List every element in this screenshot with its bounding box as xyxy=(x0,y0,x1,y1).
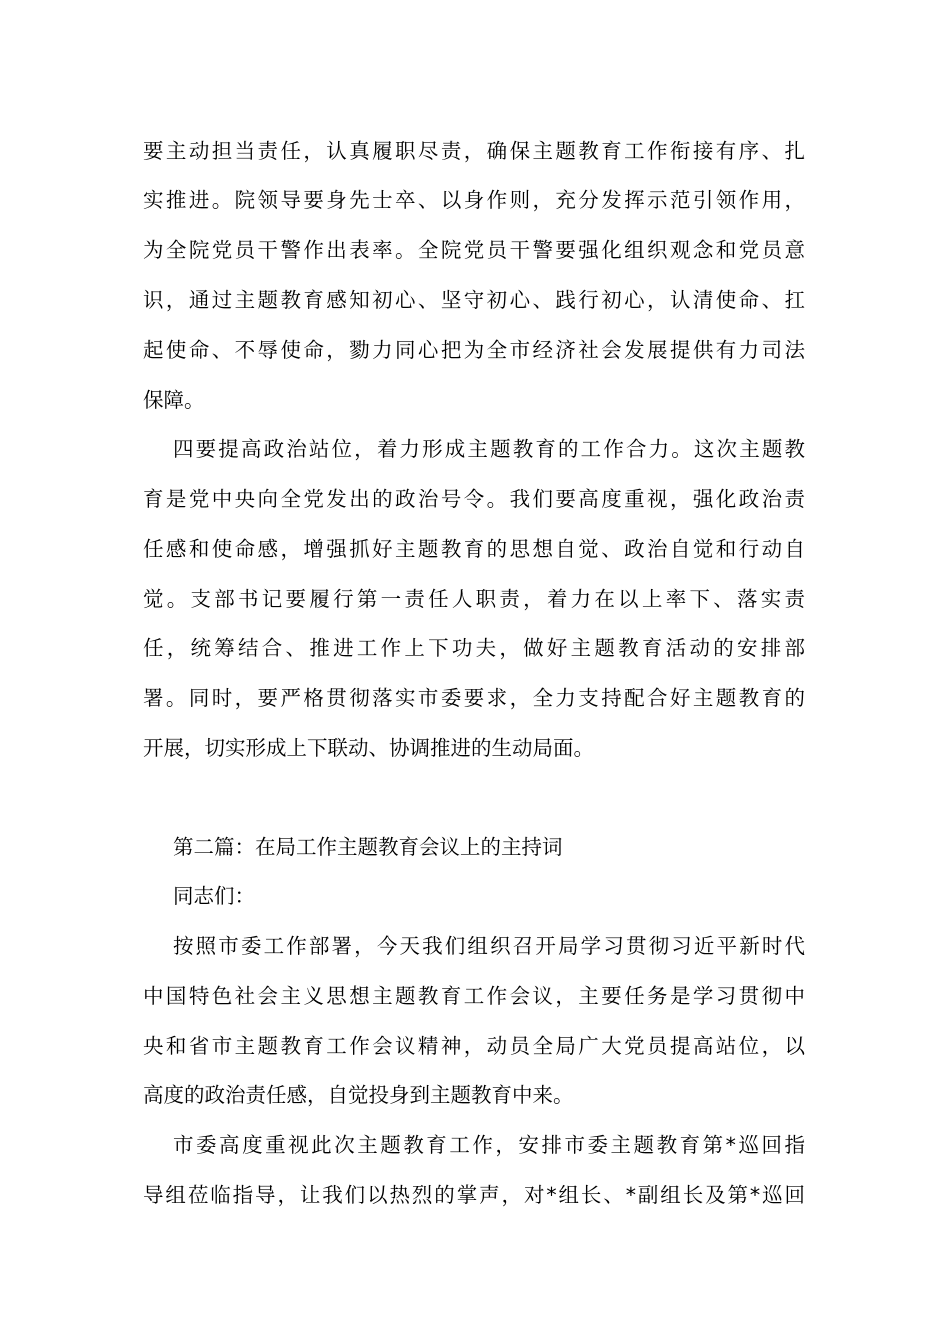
paragraph-1-line-3: 为全院党员干警作出表率。全院党员干警要强化组织观念和党员意 xyxy=(143,238,805,262)
paragraph-1-line-4: 识，通过主题教育感知初心、坚守初心、践行初心，认清使命、扛 xyxy=(143,288,805,312)
paragraph-1-line-1: 要主动担当责任，认真履职尽责，确保主题教育工作衔接有序、扎 xyxy=(143,139,805,163)
paragraph-1-line-2: 实推进。院领导要身先士卒、以身作则，充分发挥示范引领作用， xyxy=(143,188,805,212)
paragraph-2-line-5: 任，统筹结合、推进工作上下功夫，做好主题教育活动的安排部 xyxy=(143,636,805,660)
paragraph-1-line-5: 起使命、不辱使命，勠力同心把为全市经济社会发展提供有力司法 xyxy=(143,338,805,362)
section-heading: 第二篇：在局工作主题教育会议上的主持词 xyxy=(173,835,563,859)
paragraph-3-line-1: 按照市委工作部署，今天我们组织召开局学习贯彻习近平新时代 xyxy=(173,934,805,958)
paragraph-3-line-2: 中国特色社会主义思想主题教育工作会议，主要任务是学习贯彻中 xyxy=(143,984,805,1008)
paragraph-2-line-1: 四要提高政治站位，着力形成主题教育的工作合力。这次主题教 xyxy=(173,437,805,461)
paragraph-2-line-7: 开展，切实形成上下联动、协调推进的生动局面。 xyxy=(143,736,594,760)
paragraph-4-line-2: 导组莅临指导，让我们以热烈的掌声，对*组长、*副组长及第*巡回 xyxy=(143,1183,805,1207)
paragraph-1-line-6: 保障。 xyxy=(143,388,205,412)
paragraph-2-line-2: 育是党中央向全党发出的政治号令。我们要高度重视，强化政治责 xyxy=(143,487,805,511)
salutation: 同志们： xyxy=(173,884,255,908)
paragraph-3-line-3: 央和省市主题教育工作会议精神，动员全局广大党员提高站位，以 xyxy=(143,1034,805,1058)
paragraph-2-line-4: 觉。支部书记要履行第一责任人职责，着力在以上率下、落实责 xyxy=(143,587,805,611)
paragraph-3-line-4: 高度的政治责任感，自觉投身到主题教育中来。 xyxy=(143,1083,574,1107)
paragraph-4-line-1: 市委高度重视此次主题教育工作，安排市委主题教育第*巡回指 xyxy=(173,1133,805,1157)
paragraph-2-line-3: 任感和使命感，增强抓好主题教育的思想自觉、政治自觉和行动自 xyxy=(143,537,805,561)
paragraph-2-line-6: 署。同时，要严格贯彻落实市委要求，全力支持配合好主题教育的 xyxy=(143,686,805,710)
